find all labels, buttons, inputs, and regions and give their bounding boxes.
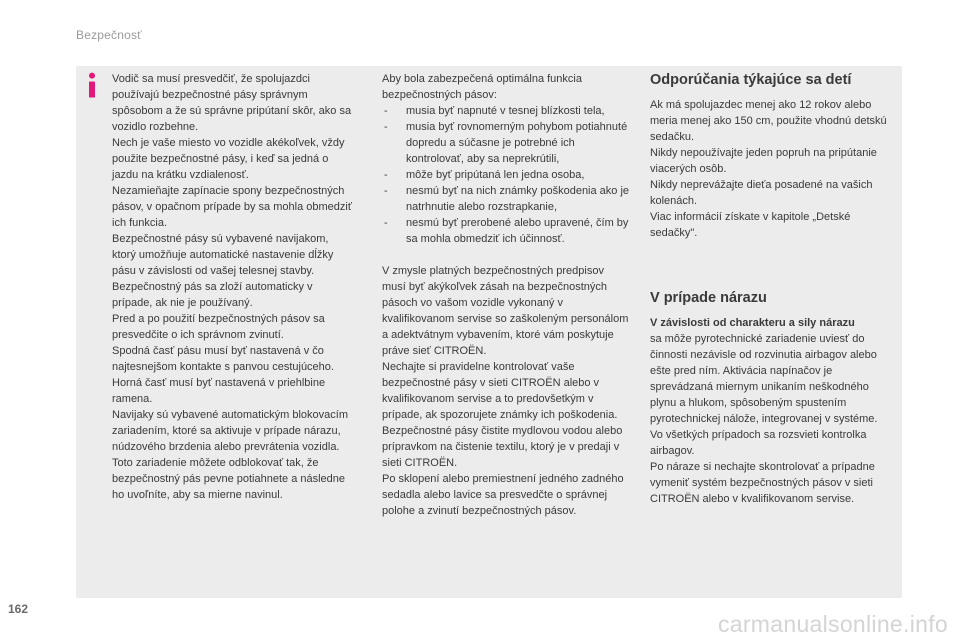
children-recommendations-text bbox=[650, 97, 890, 241]
paragraph: Viac informácií získate v kapitole „Detské sedačky". bbox=[650, 211, 851, 239]
paragraph: Nech je vaše miesto vo vozidle akékoľvek, vždy použite bezpečnostné pásy, i keď sa jedná o jazdu na krátku vzdialenosť. bbox=[112, 137, 345, 181]
paragraph: Pred a po použití bezpečnostných pásov sa presvedčite o ich správnom zvinutí. bbox=[112, 313, 325, 341]
crash-subheading: V závislosti od charakteru a sily nárazu bbox=[650, 317, 855, 329]
info-icon bbox=[84, 72, 100, 98]
paragraph: Bezpečnostné pásy sú vybavené navijakom, ktorý umožňuje automatické nastavenie dĺžky pásu v závislosti od vašej telesnej stavby. Bezpečnostný pás sa zloží automaticky v prípade, ak nie je používaný. bbox=[112, 233, 334, 309]
paragraph: Nezamieňajte zapínacie spony bezpečnostných pásov, v opačnom prípade by sa mohla obmedziť ich funkcia. bbox=[112, 185, 352, 229]
paragraph: Po sklopení alebo premiestnení jedného zadného sedadla alebo lavice sa presvedčte o správnej polohe a zvinutí bezpečnostných pásov. bbox=[382, 473, 624, 517]
paragraph: Horná časť musí byť nastavená v priehlbine ramena. bbox=[112, 377, 326, 405]
column-belt-conditions bbox=[382, 71, 630, 519]
list-item: - môže byť pripútaná len jedna osoba, bbox=[382, 167, 630, 183]
page-number: 162 bbox=[8, 602, 29, 616]
belt-service-text bbox=[382, 263, 630, 519]
paragraph: Vodič sa musí presvedčiť, že spolujazdci používajú bezpečnostné pásy správnym spôsobom a že sú správne pripútaní skôr, ako sa vozidlo rozbehne. bbox=[112, 73, 352, 133]
paragraph: Navijaky sú vybavené automatickým blokovacím zariadením, ktoré sa aktivuje v prípade nárazu, núdzového brzdenia alebo prevrátenia vozidla. Toto zariadenie môžete odblokovať tak, že bezpečnostný pás pevne potiahnete a následne ho uvoľníte, aby sa mierne navinul. bbox=[112, 409, 348, 501]
column-children-and-crash bbox=[650, 71, 890, 507]
paragraph: Nechajte si pravidelne kontrolovať vaše bezpečnostné pásy v sieti CITROËN alebo v kvalifikovanom servise a to predovšetkým v prípade, ak spozorujete známky ich poškodenia. bbox=[382, 361, 618, 421]
children-recommendations-heading: Odporúčania týkajúce sa detí bbox=[650, 72, 852, 88]
crash-heading: V prípade nárazu bbox=[650, 290, 767, 306]
paragraph: Bezpečnostné pásy čistite mydlovou vodou alebo prípravkom na čistenie textilu, ktorý je v predaji v sieti CITROËN. bbox=[382, 425, 623, 469]
content-panel bbox=[76, 66, 902, 598]
crash-text bbox=[650, 331, 890, 507]
column-driver-instructions bbox=[112, 71, 352, 503]
paragraph: Nikdy neprevážajte dieťa posadené na vašich kolenách. bbox=[650, 179, 873, 207]
list-item: - nesmú byť prerobené alebo upravené, čím by sa mohla obmedziť ich účinnosť. bbox=[382, 215, 630, 247]
list-item: - nesmú byť na nich známky poškodenia ako je natrhnutie alebo rozstrapkanie, bbox=[382, 183, 630, 215]
list-item: - musia byť rovnomerným pohybom potiahnuté dopredu a súčasne je potrebné ich kontrolovať, aby sa neprekrútili, bbox=[382, 119, 630, 167]
paragraph: Ak má spolujazdec menej ako 12 rokov alebo meria menej ako 150 cm, použite vhodnú detskú sedačku. bbox=[650, 99, 887, 143]
paragraph: Nikdy nepoužívajte jeden popruh na pripútanie viacerých osôb. bbox=[650, 147, 877, 175]
belt-conditions-list bbox=[382, 103, 630, 247]
paragraph: Vo všetkých prípadoch sa rozsvieti kontrolka airbagov. bbox=[650, 429, 867, 457]
paragraph: V zmysle platných bezpečnostných predpisov musí byť akýkoľvek zásah na bezpečnostných pásoch vo vašom vozidle vykonaný v kvalifikovanom servise so zaškoleným personálom a adektvátnym vybavením, ktoré vám poskytuje práve sieť CITROËN. bbox=[382, 265, 629, 357]
paragraph: Spodná časť pásu musí byť nastavená v čo najtesnejšom kontakte s panvou cestujúceho. bbox=[112, 345, 334, 373]
paragraph: sa môže pyrotechnické zariadenie uviesť do činnosti nezávisle od rozvinutia airbagov alebo ešte pred ním. Aktivácia napínačov je sprevádzaná miernym unikaním neškodného plynu a hlukom, spôsobeným spustením pyrotechnickej nálože, integrovanej v systéme. bbox=[650, 333, 878, 425]
page-header-title: Bezpečnosť bbox=[76, 28, 142, 42]
belt-conditions-intro: Aby bola zabezpečená optimálna funkcia bezpečnostných pásov: bbox=[382, 73, 582, 101]
list-item: - musia byť napnuté v tesnej blízkosti tela, bbox=[382, 103, 630, 119]
driver-instructions-text bbox=[112, 71, 352, 503]
watermark: carmanualsonline.info bbox=[717, 611, 948, 637]
paragraph: Po náraze si nechajte skontrolovať a prípadne vymeniť systém bezpečnostných pásov v sieti CITROËN alebo v kvalifikovanom servise. bbox=[650, 461, 875, 505]
